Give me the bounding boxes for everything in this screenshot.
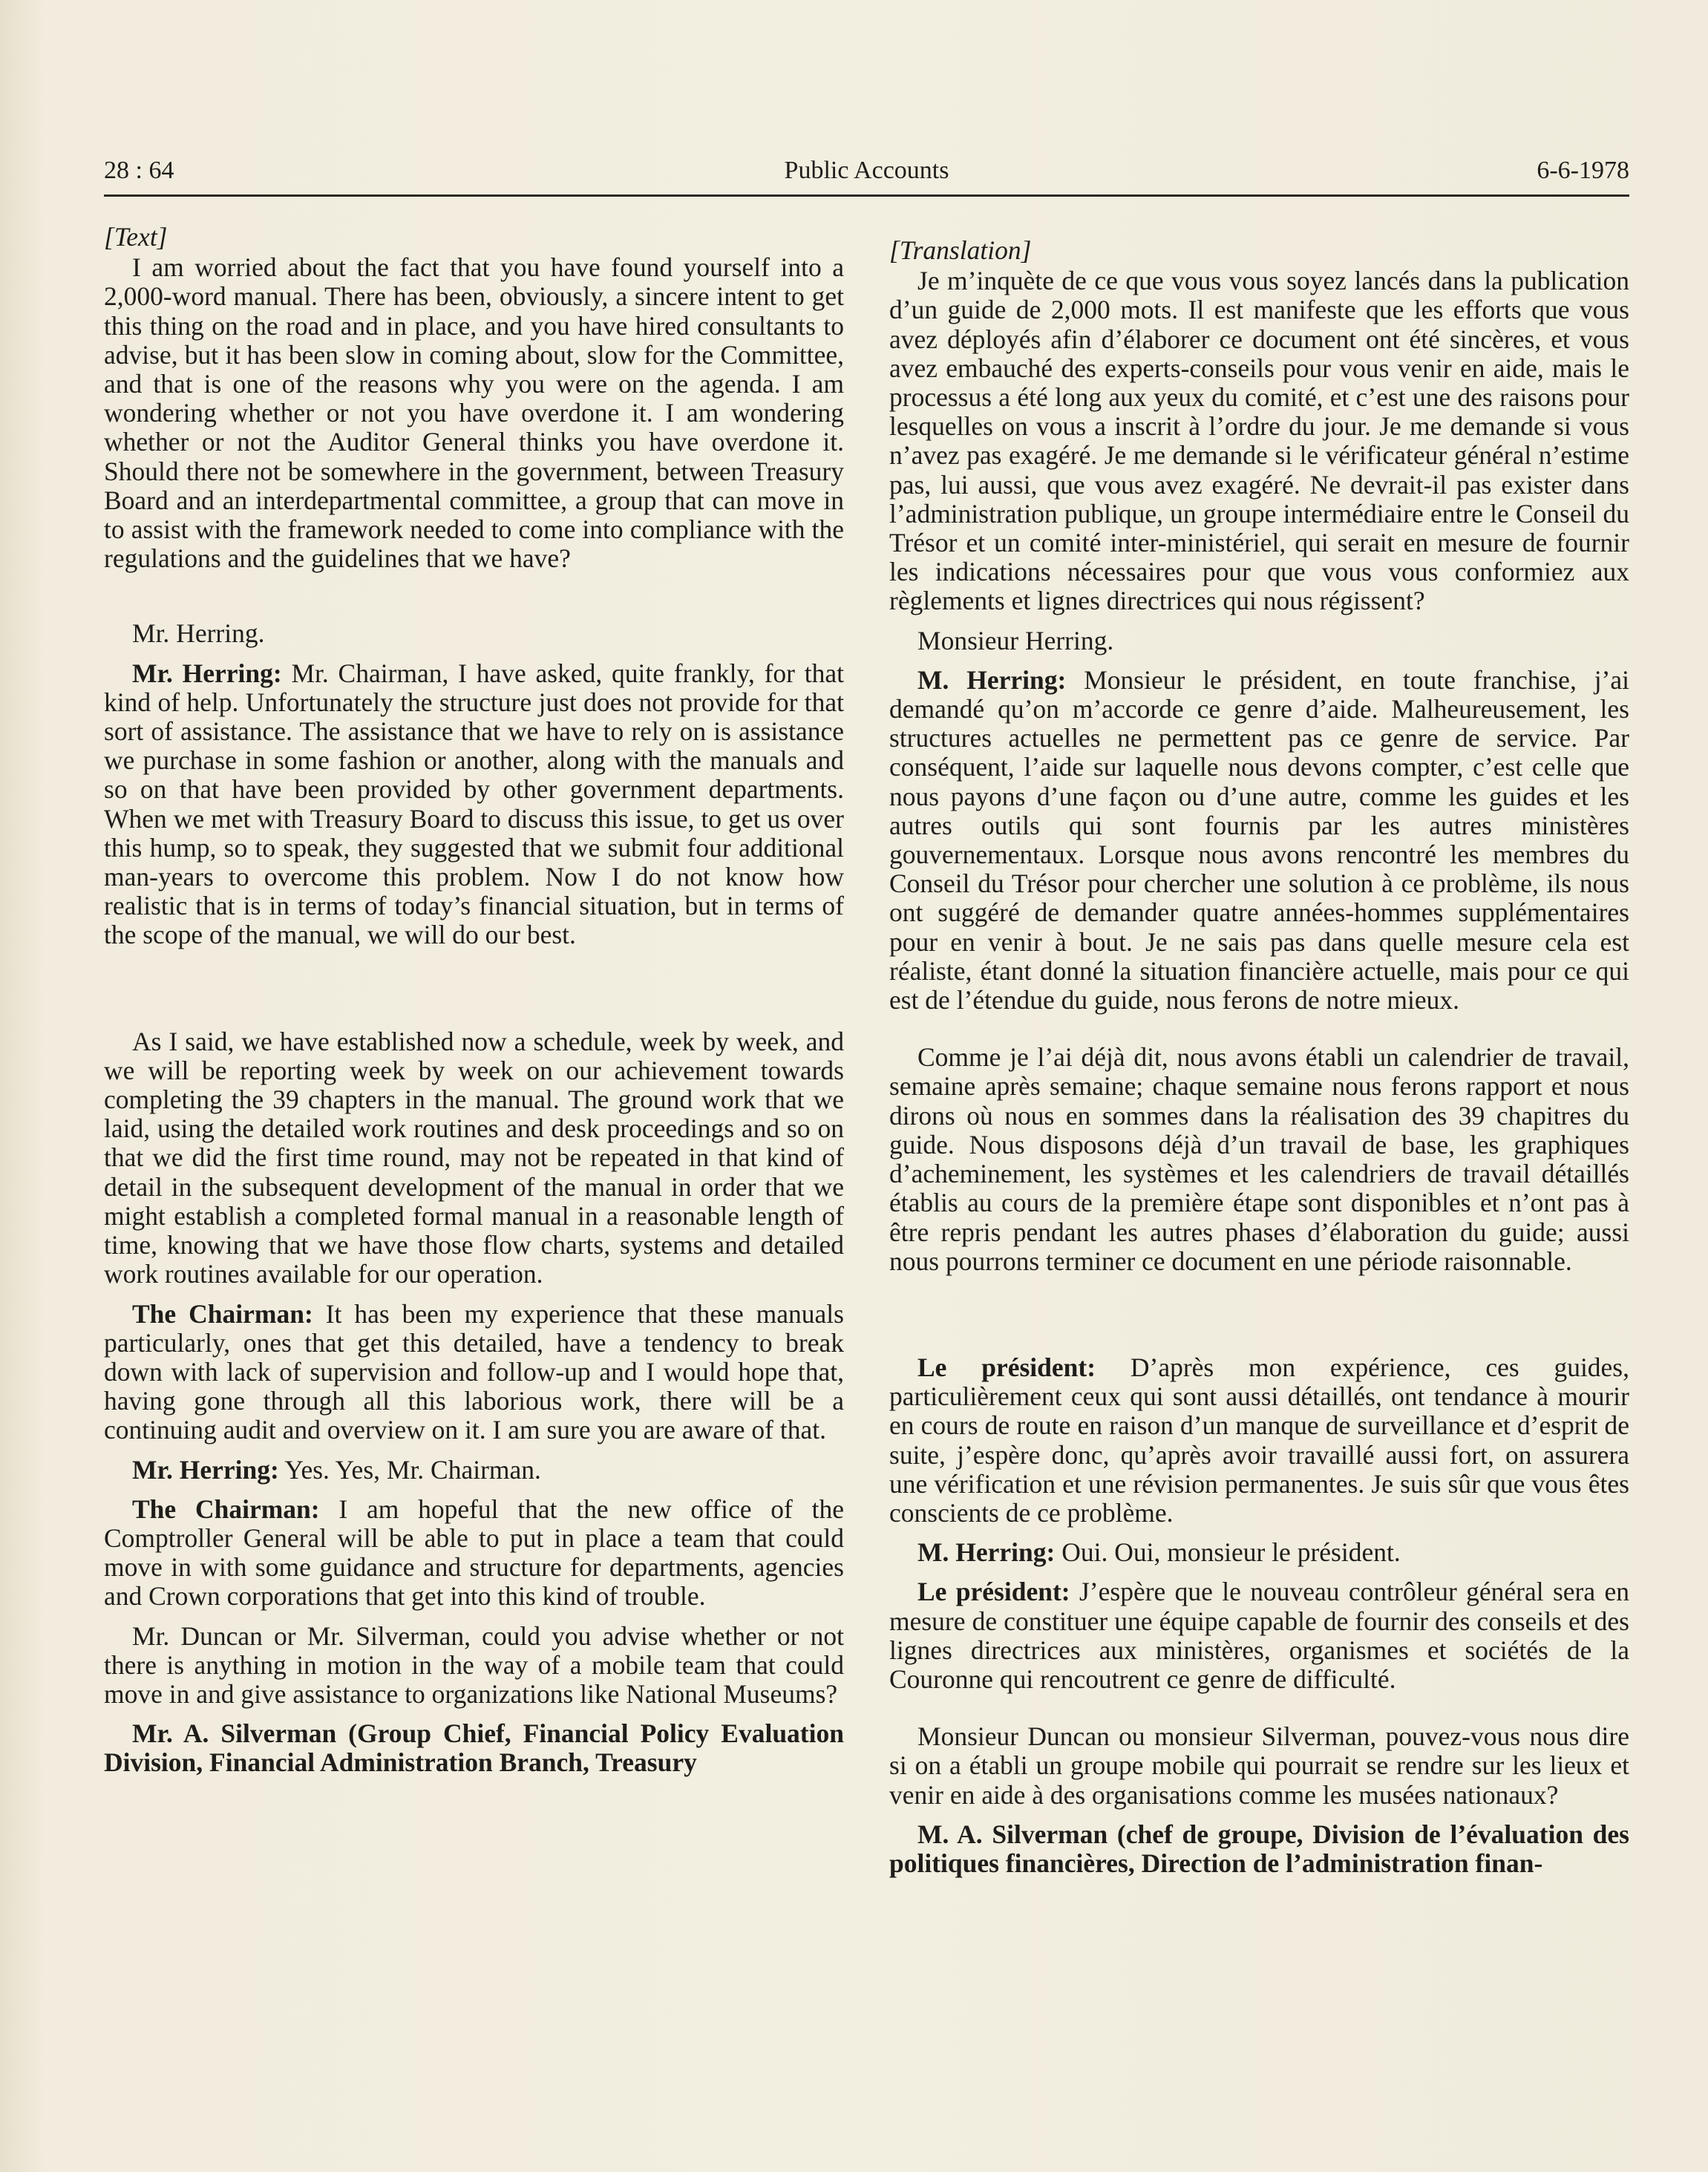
speech-text: Oui. Oui, monsieur le président. xyxy=(1055,1537,1401,1568)
paragraph: Mr. Duncan or Mr. Silverman, could you advise whether or not there is anything in motion in the way of a mobile team that could move in and give assistance to organizations like National Museums? xyxy=(104,1620,844,1709)
speaker-name: Mr. Herring: xyxy=(132,1454,279,1485)
speaker-name: M. Herring: xyxy=(917,1537,1056,1568)
header-rule xyxy=(104,194,1629,197)
paragraph xyxy=(104,1300,844,1445)
speech-text: J’espère que le nouveau contrôleur général sera en mesure de constituer une équipe capable de fournir des conseils et des lignes directrices aux ministères, organismes et sociétés de la Couronne qui rencoutrent ce genre de difficulté. xyxy=(889,1577,1629,1694)
page-header xyxy=(104,154,1629,193)
paragraph: Je m’inquète de ce que vous vous soyez lancés dans la publication d’un guide de 2,000 mots. Il est manifeste que les efforts que vous avez déployés afin d’élaborer ce document ont été sincères, et vous avez embauché des experts-conseils pour vous venir en aide, mais le processus a été long aux yeux du comité, et c’est une des raisons pour lesquelles on vous a inscrit à l’ordre du jour. Je me demande si vous n’avez pas exagéré. Je me demande si le vérificateur général n’estime pas, lui aussi, que vous avez exagéré. Ne devrait-il pas exister dans l’administration publique, un groupe intermédiaire entre le Conseil du Trésor et un comité inter-ministériel, qui serait en mesure de fournir les indications nécessaires pour que vous vous conformiez aux règlements et lignes directrices qui nous régissent? xyxy=(889,266,1629,616)
running-title: Public Accounts xyxy=(784,157,949,184)
language-tag: [Translation] xyxy=(889,235,1032,265)
speaker-name: M. Herring: xyxy=(917,664,1067,695)
paragraph: As I said, we have established now a schedule, week by week, and we will be reporting week by week on our achievement towards completing the 39 chapters in the manual. The ground work that we laid, using the detailed work routines and desk proceedings and so on that we did the first time round, may not be repeated in that kind of detail in the subsequent development of the manual in order that we might establish a completed formal manual in a reasonable length of time, knowing that we have those flow charts, systems and detailed work routines available for our operation. xyxy=(104,1026,844,1289)
paragraph xyxy=(889,1577,1629,1694)
speaker-name: Le président: xyxy=(917,1352,1096,1382)
paragraph xyxy=(104,659,844,950)
paragraph: Monsieur Duncan ou monsieur Silverman, pouvez-vous nous dire si on a établi un groupe mobile qui pourrait se rendre sur les lieux et venir en aide à des organisations comme les musées nationaux? xyxy=(889,1721,1629,1810)
speaker-name: The Chairman: xyxy=(132,1494,320,1524)
paragraph: Mr. Herring. xyxy=(132,618,265,649)
english-column xyxy=(104,223,844,1778)
page-number: 28 : 64 xyxy=(104,157,174,184)
speech-text: I am hopeful that the new office of the Comptroller General will be able to put in place a team that could move in with some guidance and structure for departments, agencies and Crown corporations that get into this kind of trouble. xyxy=(104,1494,844,1612)
paragraph xyxy=(889,1353,1629,1528)
paragraph: Monsieur Herring. xyxy=(917,625,1114,655)
paragraph: Comme je l’ai déjà dit, nous avons établi un calendrier de travail, semaine après semaine; chaque semaine nous ferons rapport et nous dirons où nous en sommes dans la réalisation des 39 chapitres du guide. Nous disposons déjà d’un travail de base, les graphiques d’acheminement, les systèmes et les calendriers de travail détaillés établis au cours de la première étape sont disponibles et n’ont pas à être repris pendant les autres phases d’élaboration du guide; aussi nous pourrons terminer ce document en une période raisonnable. xyxy=(889,1042,1629,1276)
paragraph xyxy=(889,1538,1629,1567)
paragraph xyxy=(889,666,1629,1015)
paragraph xyxy=(104,1456,844,1485)
french-column xyxy=(889,223,1629,1878)
speaker-name: M. A. Silverman (chef de groupe, Division de l’évaluation des politiques financières, Direction de l’administration finan- xyxy=(889,1819,1629,1878)
speech-text: Mr. Chairman, I have asked, quite frankly, for that kind of help. Unfortunately the structure just does not provide for that sort of assistance. The assistance that we have to rely on is assistance we purchase in some fashion or another, along with the manuals and so on that have been provided by other government departments. When we met with Treasury Board to discuss this issue, to get us over this hump, so to speak, they suggested that we submit four additional man-years to overcome this problem. Now I do not know how realistic that is in terms of today’s financial situation, but in terms of the scope of the manual, we will do our best. xyxy=(104,658,844,950)
speaker-name: Mr. Herring: xyxy=(132,658,282,688)
speech-text: It has been my experience that these manuals particularly, ones that get this detailed, have a tendency to break down with lack of supervision and follow-up and I would hope that, having gone through all this laborious work, there will be a continuing audit and overview on it. I am sure you are aware of that. xyxy=(104,1298,844,1445)
language-tag: [Text] xyxy=(104,222,168,252)
speech-text: Yes. Yes, Mr. Chairman. xyxy=(278,1454,541,1485)
paragraph xyxy=(889,1820,1629,1878)
speaker-name: The Chairman: xyxy=(132,1298,313,1329)
speech-text: D’après mon expérience, ces guides, particulièrement ceux qui sont aussi détaillés, ont tendance à mourir en cours de route en raison d’un manque de surveillance et d’esprit de suite, j’espère donc, qu’après avoir travaillé aussi fort, on assurera une vérification et une révision permanentes. Je suis sûr que vous êtes conscients de ce problème. xyxy=(889,1352,1629,1528)
paragraph xyxy=(104,1495,844,1612)
speaker-name: Mr. A. Silverman (Group Chief, Financial Policy Evaluation Division, Financial Administration Branch, Treasury xyxy=(104,1718,844,1778)
page-date: 6-6-1978 xyxy=(1537,157,1629,184)
speaker-name: Le président: xyxy=(917,1577,1070,1607)
paragraph: I am worried about the fact that you have found yourself into a 2,000-word manual. There has been, obviously, a sincere intent to get this thing on the road and in place, and you have hired consultants to advise, but it has been slow in coming about, slow for the Committee, and that is one of the reasons why you were on the agenda. I am wondering whether or not you have overdone it. I am wondering whether or not the Auditor General thinks you have overdone it. Should there not be somewhere in the government, between Treasury Board and an interdepartmental committee, a group that can move in to assist with the framework needed to come into compliance with the regulations and the guidelines that we have? xyxy=(104,252,844,574)
paragraph xyxy=(104,1719,844,1777)
speech-text: Monsieur le président, en toute franchise, j’ai demandé qu’on m’accorde ce genre d’aide. Malheureusement, les structures actuelles ne permettent pas ce genre de service. Par conséquent, l’aide sur laquelle nous devons compter, c’est celle que nous payons d’une façon ou d’une autre, comme les guides et les autres outils qui sont fournis par les autres ministères gouvernementaux. Lorsque nous avons rencontré les membres du Conseil du Trésor pour chercher une solution à ce problème, ils nous ont suggéré de demander quatre années-hommes supplémentaires pour en venir à bout. Je ne sais pas dans quelle mesure cela est réaliste, étant donné la situation financière actuelle, mais pour ce qui est de l’étendue du guide, nous ferons de notre mieux. xyxy=(889,664,1630,1015)
